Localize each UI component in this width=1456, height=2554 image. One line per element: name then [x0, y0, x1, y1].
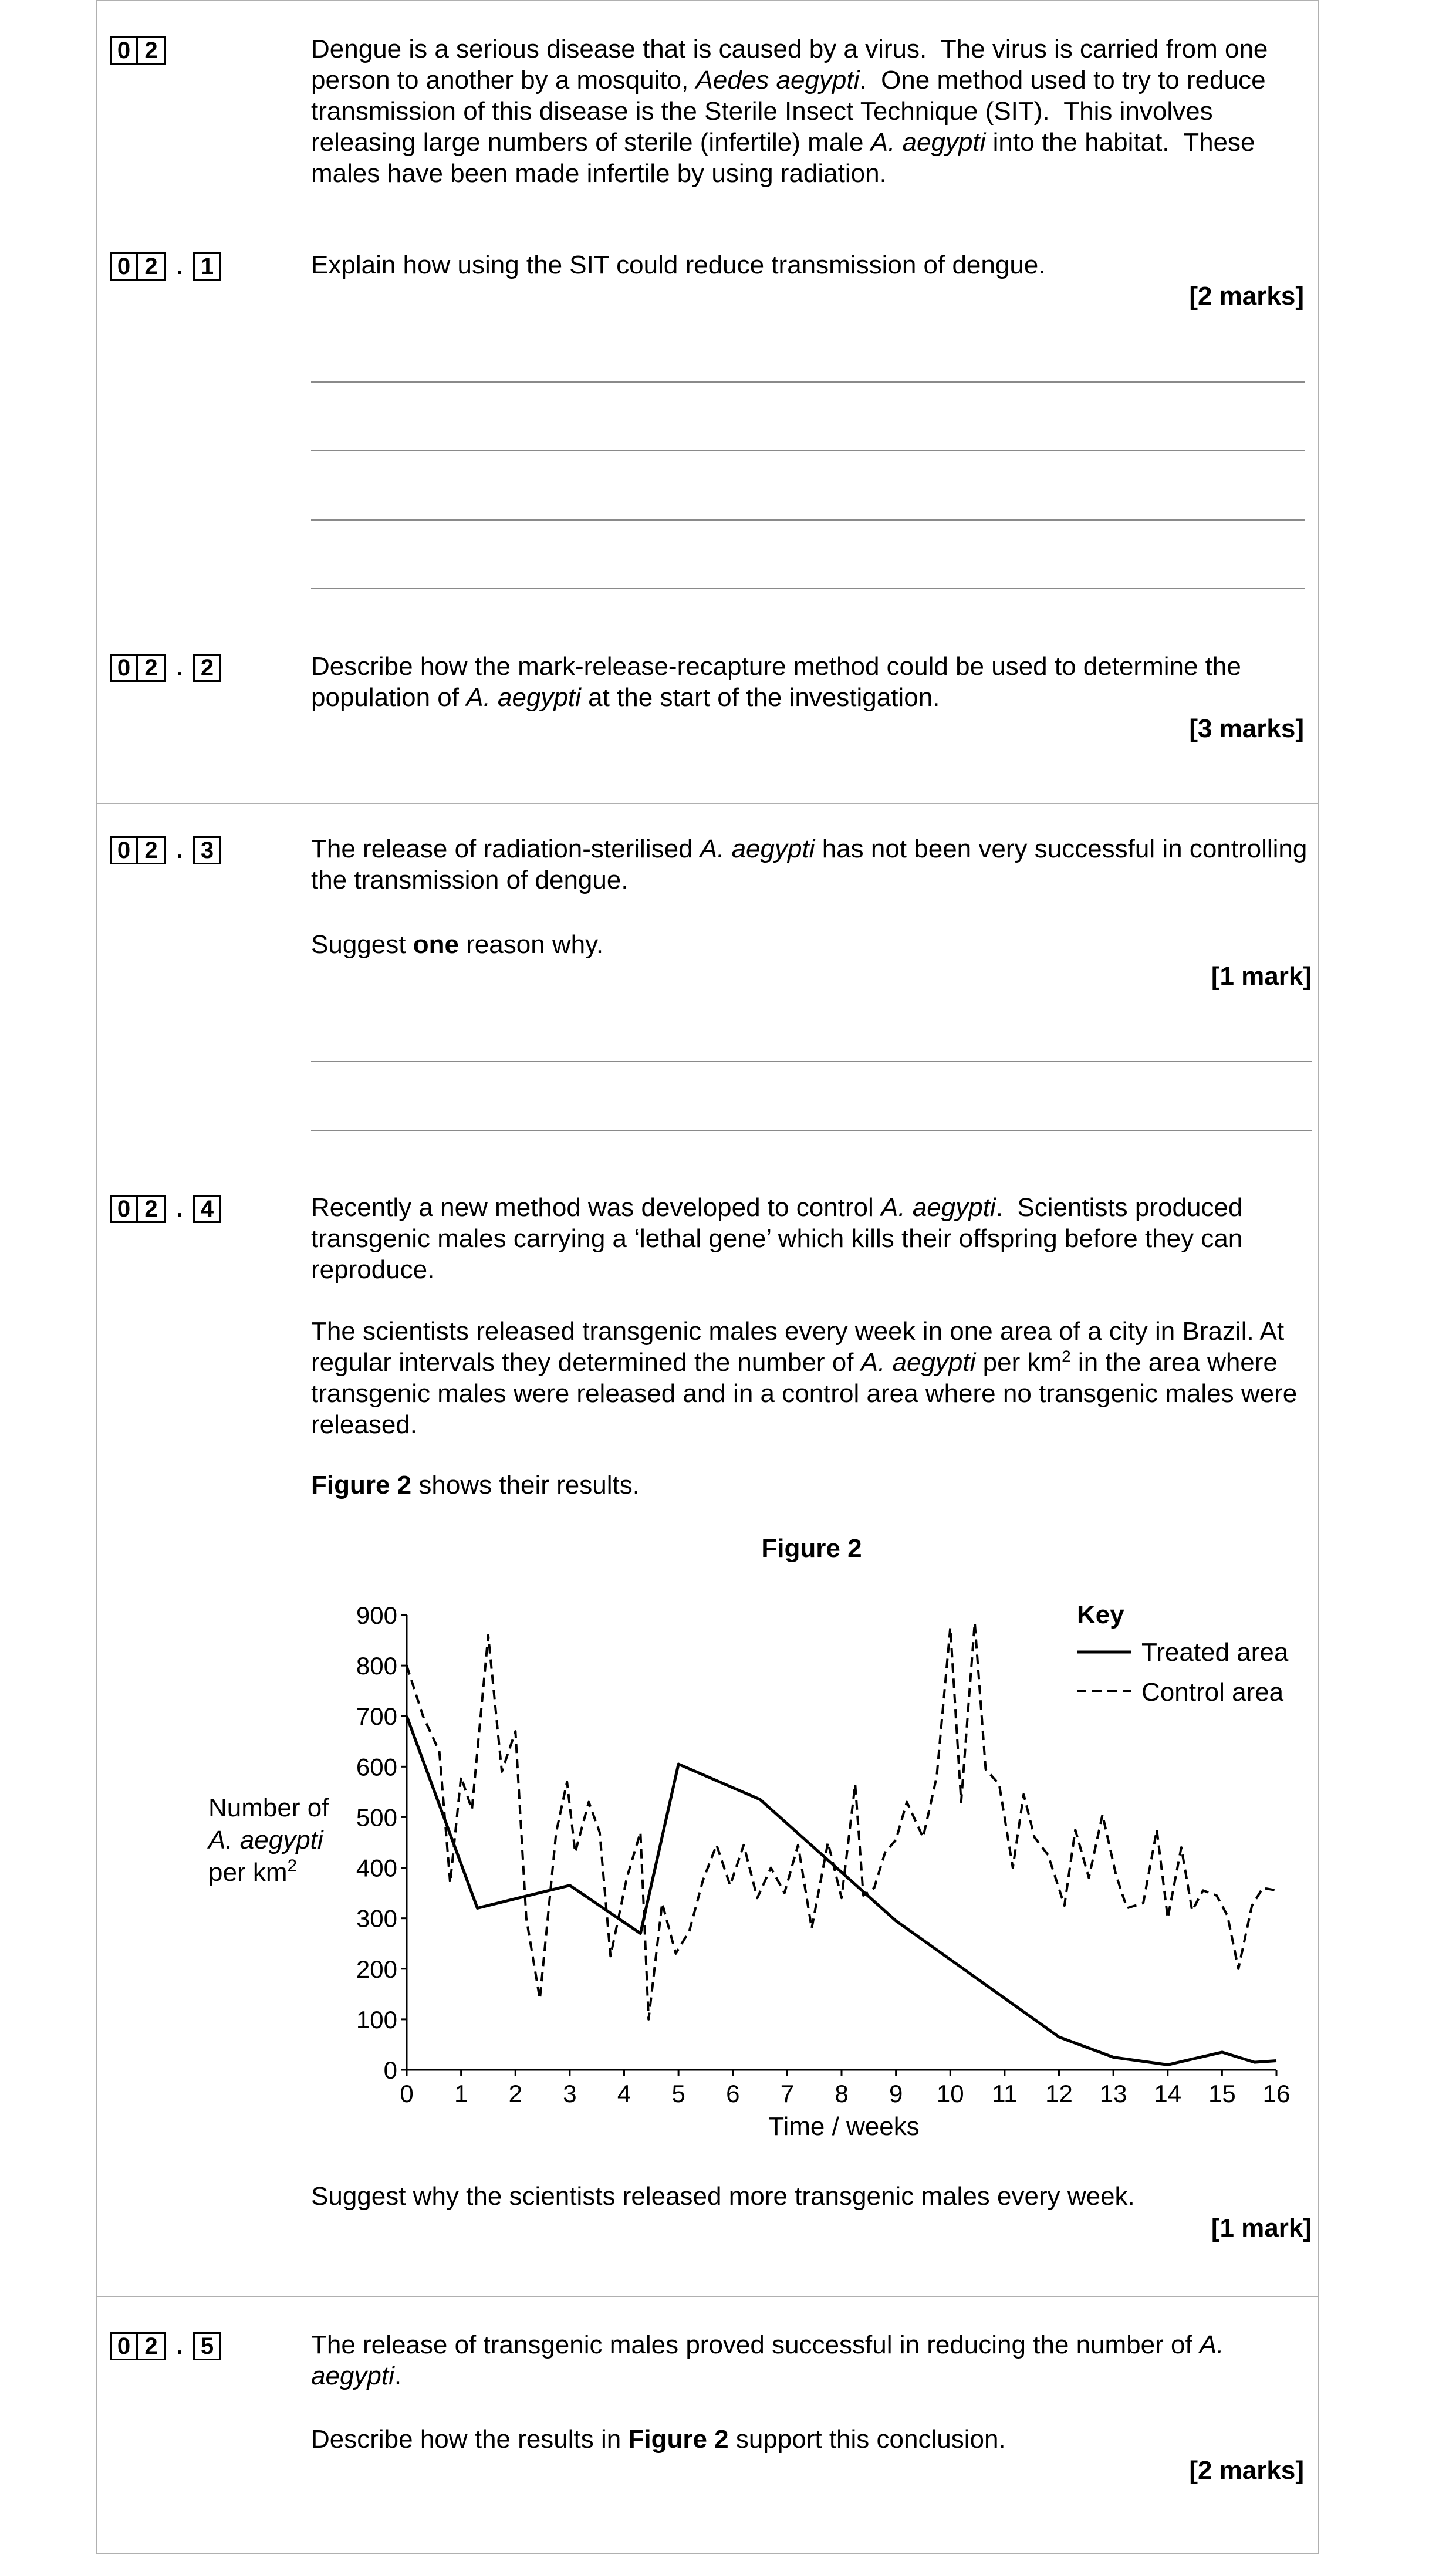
question-02-4-marks: [1 mark]: [1211, 2214, 1312, 2242]
question-number-digit: 2: [138, 836, 166, 864]
chart-title: Figure 2: [761, 1534, 862, 1563]
subquestion-number: 1: [193, 252, 221, 281]
question-02-4-para1: Recently a new method was developed to control A. aegypti. Scientists produced transgenic males carrying a ‘lethal gene’ which kills their offspring before they can reproduce.: [311, 1193, 1243, 1284]
x-tick-label: 6: [726, 2080, 740, 2107]
x-tick-label: 16: [1262, 2080, 1291, 2107]
x-tick-label: 4: [617, 2080, 631, 2107]
x-tick-label: 2: [508, 2080, 522, 2107]
question-number-dot: .: [176, 837, 183, 863]
question-02-4-question: Suggest why the scientists released more transgenic males every week.: [311, 2182, 1135, 2211]
subquestion-number: 2: [193, 654, 221, 682]
y-tick-label: 500: [356, 1803, 397, 1832]
x-tick-label: 1: [454, 2080, 468, 2107]
chart-ylabel-line3: per $km^2$: [208, 1856, 298, 1887]
y-tick-label: 600: [356, 1753, 397, 1781]
chart-ylabel-line1: Number of: [208, 1793, 329, 1822]
series-line-treated-area: [407, 1716, 1276, 2065]
y-tick-label: 100: [356, 2005, 397, 2033]
chart-ylabel-line2: A. aegypti: [208, 1826, 323, 1854]
chart-xlabel: Time / weeks: [768, 2112, 920, 2141]
x-tick-label: 3: [563, 2080, 577, 2107]
subquestion-number: 5: [193, 2332, 221, 2360]
x-tick-label: 9: [889, 2080, 903, 2107]
question-02-1-marks: [2 marks]: [1189, 282, 1304, 310]
x-tick-label: 8: [835, 2080, 849, 2107]
question-number-digit: 0: [110, 836, 138, 864]
question-02-3-text: The release of radiation-sterilised A. aegypti has not been very successful in controlling the transmission of dengue.: [311, 835, 1308, 894]
y-tick-label: 200: [356, 1955, 397, 1983]
question-02-3-marks: [1 mark]: [1211, 962, 1312, 991]
question-number-dot: .: [176, 654, 183, 681]
x-tick-label: 13: [1099, 2080, 1127, 2107]
question-number-02-5: [110, 2331, 221, 2362]
question-number-digit: 0: [110, 1195, 138, 1223]
question-02-5-text: The release of transgenic males proved successful in reducing the number of A. aegypti.: [311, 2330, 1224, 2390]
x-tick-label: 10: [936, 2080, 964, 2107]
question-02-5-prompt: Describe how the results in Figure 2 support this conclusion.: [311, 2425, 1006, 2454]
question-number-digit: 0: [110, 252, 138, 281]
x-tick-label: 0: [400, 2080, 414, 2107]
y-tick-label: 900: [356, 1602, 397, 1629]
question-number-digit: 0: [110, 654, 138, 682]
question-number-digit: 2: [138, 252, 166, 281]
x-tick-label: 7: [780, 2080, 795, 2107]
x-tick-label: 5: [671, 2080, 685, 2107]
question-02-4-para3: Figure 2 shows their results.: [311, 1471, 640, 1499]
subquestion-number: 4: [193, 1195, 221, 1223]
question-02-2-marks: [3 marks]: [1189, 714, 1304, 743]
question-number-digit: 2: [138, 2332, 166, 2360]
y-tick-label: 0: [383, 2056, 397, 2084]
question-02-4-para2: The scientists released transgenic males every week in one area of a city in Brazil. At regular intervals they determined the number of A. aegypti per $km^2$ in the area where transgenic males were released and in a control area where no transgenic males were released.: [311, 1317, 1298, 1439]
legend-title: Key: [1077, 1600, 1124, 1629]
question-number-digit: 2: [138, 1195, 166, 1223]
legend-label-control: Control area: [1141, 1678, 1284, 1707]
x-tick-label: 11: [992, 2080, 1018, 2107]
question-02-intro: Dengue is a serious disease that is caused by a virus. The virus is carried from one person to another by a mosquito, Aedes aegypti. One method used to try to reduce transmission of this disease is the Sterile Insect Technique (SIT). This involves releasing large numbers of sterile (infertile) male A. aegypti into the habitat. These males have been made infertile by using radiation.: [311, 35, 1268, 188]
legend-label-treated: Treated area: [1141, 1638, 1289, 1667]
subquestion-number: 3: [193, 836, 221, 864]
question-number-digit: 2: [138, 36, 166, 65]
question-02-3-prompt: Suggest one reason why.: [311, 930, 604, 959]
x-tick-label: 15: [1208, 2080, 1236, 2107]
y-tick-label: 800: [356, 1652, 397, 1680]
y-tick-label: 300: [356, 1904, 397, 1933]
y-tick-label: 400: [356, 1854, 397, 1882]
question-number-digit: 2: [138, 654, 166, 682]
y-tick-label: 700: [356, 1702, 397, 1731]
question-number-dot: .: [176, 1195, 183, 1222]
x-tick-label: 12: [1045, 2080, 1073, 2107]
question-02-1-text: Explain how using the SIT could reduce transmission of dengue.: [311, 251, 1046, 279]
question-02-2-text: Describe how the mark-release-recapture method could be used to determine the population of A. aegypti at the start of the investigation.: [311, 652, 1241, 712]
question-number-dot: .: [176, 2333, 183, 2359]
question-number-digit: 0: [110, 36, 138, 65]
question-02-5-marks: [2 marks]: [1189, 2456, 1304, 2485]
question-number-digit: 0: [110, 2332, 138, 2360]
x-tick-label: 14: [1154, 2080, 1182, 2107]
question-number-dot: .: [176, 253, 183, 279]
